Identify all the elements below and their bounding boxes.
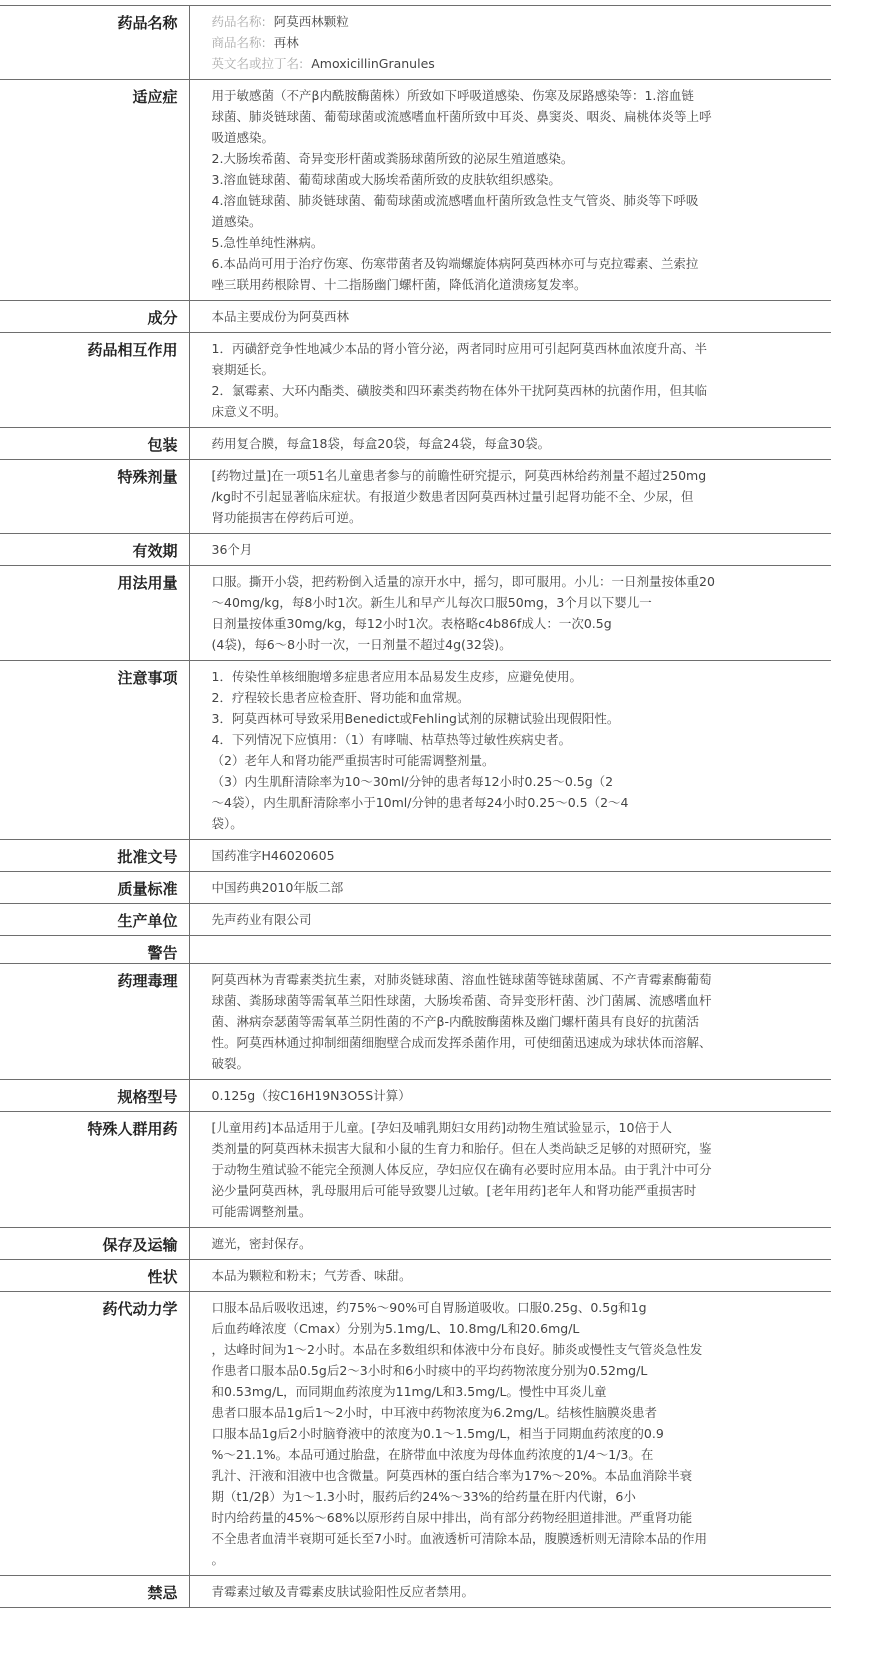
table-row xyxy=(0,872,831,904)
text-line: 1．丙磺舒竞争性地减少本品的肾小管分泌，两者同时应用可引起阿莫西林血浓度升高、半 xyxy=(211,341,707,356)
row-content xyxy=(189,1260,831,1292)
row-content xyxy=(189,301,831,333)
text-line: （2）老年人和肾功能严重损害时可能需调整剂量。 xyxy=(211,753,495,768)
drug-info-table xyxy=(0,5,831,1608)
row-content xyxy=(189,872,831,904)
row-label: 有效期 xyxy=(0,534,189,566)
row-content xyxy=(189,333,831,428)
text-line: 。 xyxy=(211,1552,225,1567)
row-content xyxy=(189,6,831,80)
name-key: 商品名称: xyxy=(211,35,266,50)
row-content xyxy=(189,1080,831,1112)
row-label: 警告 xyxy=(0,936,189,964)
row-content xyxy=(189,460,831,534)
text-line: 可能需调整剂量。 xyxy=(211,1204,312,1219)
text-line: (4袋)，每6～8小时一次，一日剂量不超过4g(32袋)。 xyxy=(211,637,512,652)
text-line: 口服。撕开小袋，把药粉倒入适量的凉开水中，摇匀，即可服用。小儿：一日剂量按体重20 xyxy=(211,574,715,589)
text-line: 用于敏感菌（不产β内酰胺酶菌株）所致如下呼吸道感染、伤寒及尿路感染等：1.溶血链 xyxy=(211,88,694,103)
table-row xyxy=(0,460,831,534)
text-line: 和0.53mg/L，而同期血药浓度为11mg/L和3.5mg/L。慢性中耳炎儿童 xyxy=(211,1384,607,1399)
text-line: 3．阿莫西林可导致采用Benedict或Fehling试剂的尿糖试验出现假阳性。 xyxy=(211,711,620,726)
text-line: 2．疗程较长患者应检查肝、肾功能和血常规。 xyxy=(211,690,470,705)
row-label: 药理毒理 xyxy=(0,964,189,1080)
name-line xyxy=(212,11,820,32)
text-line: 青霉素过敏及青霉素皮肤试验阳性反应者禁用。 xyxy=(211,1584,475,1599)
text-line: 唑三联用药根除胃、十二指肠幽门螺杆菌，降低消化道溃疡复发率。 xyxy=(211,277,587,292)
text-line: 36个月 xyxy=(211,542,253,557)
row-label: 药品名称 xyxy=(0,6,189,80)
name-line xyxy=(212,53,820,74)
text-line: 时内给药量的45%～68%以原形药自尿中排出，尚有部分药物经胆道排泄。严重肾功能 xyxy=(211,1510,693,1525)
table-row xyxy=(0,1260,831,1292)
row-content xyxy=(189,904,831,936)
text-line: 吸道感染。 xyxy=(211,130,275,145)
text-line: /kg时不引起显著临床症状。有报道少数患者因阿莫西林过量引起肾功能不全、少尿，但 xyxy=(211,489,694,504)
text-line: 0.125g（按C16H19N3O5S计算） xyxy=(211,1088,411,1103)
table-body xyxy=(0,6,831,1608)
row-label: 药品相互作用 xyxy=(0,333,189,428)
row-content xyxy=(189,1228,831,1260)
text-line: 先声药业有限公司 xyxy=(211,912,312,927)
table-row xyxy=(0,428,831,460)
text-line: 患者口服本品1g后1～2小时，中耳液中药物浓度为6.2mg/L。结核性脑膜炎患者 xyxy=(211,1405,657,1420)
text-line: 阿莫西林为青霉素类抗生素，对肺炎链球菌、溶血性链球菌等链球菌属、不产青霉素酶葡萄 xyxy=(211,972,712,987)
text-line: 床意义不明。 xyxy=(211,404,287,419)
name-value: 再林 xyxy=(273,35,299,50)
row-label: 性状 xyxy=(0,1260,189,1292)
row-content xyxy=(189,1576,831,1608)
text-line: 中国药典2010年版二部 xyxy=(211,880,344,895)
table-row xyxy=(0,936,831,964)
row-label: 药代动力学 xyxy=(0,1292,189,1576)
text-line: 期（t1/2β）为1～1.3小时，服药后约24%～33%的给药量在肝内代谢，6小 xyxy=(211,1489,636,1504)
text-line: 日剂量按体重30mg/kg，每12小时1次。表格略c4b86f成人：一次0.5g xyxy=(211,616,612,631)
row-content xyxy=(189,428,831,460)
row-content xyxy=(189,1292,831,1576)
row-label: 批准文号 xyxy=(0,840,189,872)
text-line: 球菌、肺炎链球菌、葡萄球菌或流感嗜血杆菌所致中耳炎、鼻窦炎、咽炎、扁桃体炎等上呼 xyxy=(211,109,712,124)
table-row xyxy=(0,1228,831,1260)
text-line: [儿童用药]本品适用于儿童。[孕妇及哺乳期妇女用药]动物生殖试验显示，10倍于人 xyxy=(211,1120,672,1135)
text-line: 泌少量阿莫西林，乳母服用后可能导致婴儿过敏。[老年用药]老年人和肾功能严重损害时 xyxy=(211,1183,697,1198)
row-content xyxy=(189,566,831,661)
text-line: 药用复合膜，每盒18袋，每盒20袋，每盒24袋，每盒30袋。 xyxy=(211,436,551,451)
text-line: 袋）。 xyxy=(211,816,243,831)
row-content xyxy=(189,840,831,872)
row-label: 生产单位 xyxy=(0,904,189,936)
text-line: 口服本品1g后2小时脑脊液中的浓度为0.1～1.5mg/L，相当于同期血药浓度的0.9 xyxy=(211,1426,664,1441)
row-label: 成分 xyxy=(0,301,189,333)
row-label: 禁忌 xyxy=(0,1576,189,1608)
row-content xyxy=(189,534,831,566)
name-value: 阿莫西林颗粒 xyxy=(273,14,349,29)
table-row xyxy=(0,6,831,80)
text-line: 后血药峰浓度（Cmax）分别为5.1mg/L、10.8mg/L和20.6mg/L xyxy=(211,1321,580,1336)
text-line: 2.大肠埃希菌、奇异变形杆菌或粪肠球菌所致的泌尿生殖道感染。 xyxy=(211,151,574,166)
table-row xyxy=(0,566,831,661)
table-row xyxy=(0,333,831,428)
text-line: 菌、淋病奈瑟菌等需氧革兰阴性菌的不产β-内酰胺酶菌株及幽门螺杆菌具有良好的抗菌活 xyxy=(211,1014,699,1029)
text-line: 3.溶血链球菌、葡萄球菌或大肠埃希菌所致的皮肤软组织感染。 xyxy=(211,172,561,187)
text-line: 本品主要成份为阿莫西林 xyxy=(211,309,350,324)
row-label: 保存及运输 xyxy=(0,1228,189,1260)
text-line: 破裂。 xyxy=(211,1056,250,1071)
row-content xyxy=(189,1112,831,1228)
text-line: 性。阿莫西林通过抑制细菌细胞壁合成而发挥杀菌作用，可使细菌迅速成为球状体而溶解、 xyxy=(211,1035,712,1050)
text-line: 于动物生殖试验不能完全预测人体反应，孕妇应仅在确有必要时应用本品。由于乳汁中可分 xyxy=(211,1162,712,1177)
row-label: 规格型号 xyxy=(0,1080,189,1112)
text-line: 4.溶血链球菌、肺炎链球菌、葡萄球菌或流感嗜血杆菌所致急性支气管炎、肺炎等下呼吸 xyxy=(211,193,699,208)
table-row xyxy=(0,534,831,566)
text-line: 国药准字H46020605 xyxy=(211,848,335,863)
table-row xyxy=(0,904,831,936)
row-label: 适应症 xyxy=(0,80,189,301)
text-line: 衰期延长。 xyxy=(211,362,275,377)
table-row xyxy=(0,1576,831,1608)
table-row xyxy=(0,661,831,840)
text-line: 类剂量的阿莫西林未损害大鼠和小鼠的生育力和胎仔。但在人类尚缺乏足够的对照研究，鉴 xyxy=(211,1141,712,1156)
name-key: 英文名或拉丁名: xyxy=(211,56,304,71)
text-line: 肾功能损害在停药后可逆。 xyxy=(211,510,362,525)
row-content xyxy=(189,936,831,964)
row-label: 注意事项 xyxy=(0,661,189,840)
row-label: 特殊剂量 xyxy=(0,460,189,534)
text-line: ～40mg/kg，每8小时1次。新生儿和早产儿每次口服50mg，3个月以下婴儿一 xyxy=(211,595,652,610)
text-line: ，达峰时间为1～2小时。本品在多数组织和体液中分布良好。肺炎或慢性支气管炎急性发 xyxy=(211,1342,703,1357)
text-line: 球菌、粪肠球菌等需氧革兰阳性球菌，大肠埃希菌、奇异变形杆菌、沙门菌属、流感嗜血杆 xyxy=(211,993,712,1008)
row-label: 用法用量 xyxy=(0,566,189,661)
text-line: 5.急性单纯性淋病。 xyxy=(211,235,324,250)
table-row xyxy=(0,840,831,872)
text-line: 4．下列情况下应慎用：（1）有哮喘、枯草热等过敏性疾病史者。 xyxy=(211,732,572,747)
table-row xyxy=(0,80,831,301)
text-line: 乳汁、汗液和泪液中也含微量。阿莫西林的蛋白结合率为17%～20%。本品血消除半衰 xyxy=(211,1468,693,1483)
text-line: （3）内生肌酐清除率为10～30ml/分钟的患者每12小时0.25～0.5g（2 xyxy=(211,774,614,789)
row-label: 质量标准 xyxy=(0,872,189,904)
table-row xyxy=(0,301,831,333)
text-line: ～4袋），内生肌酐清除率小于10ml/分钟的患者每24小时0.25～0.5（2～4 xyxy=(211,795,629,810)
row-content xyxy=(189,964,831,1080)
row-content xyxy=(189,661,831,840)
name-line xyxy=(212,32,820,53)
text-line: [药物过量]在一项51名儿童患者参与的前瞻性研究提示，阿莫西林给药剂量不超过250mg xyxy=(211,468,707,483)
text-line: 2．氯霉素、大环内酯类、磺胺类和四环素类药物在体外干扰阿莫西林的抗菌作用，但其临 xyxy=(211,383,707,398)
row-label: 特殊人群用药 xyxy=(0,1112,189,1228)
text-line: 道感染。 xyxy=(211,214,262,229)
text-line: 1．传染性单核细胞增多症患者应用本品易发生皮疹，应避免使用。 xyxy=(211,669,582,684)
row-content xyxy=(189,80,831,301)
text-line: %～21.1%。本品可通过胎盘，在脐带血中浓度为母体血药浓度的1/4～1/3。在 xyxy=(211,1447,654,1462)
table-row xyxy=(0,1112,831,1228)
name-key: 药品名称: xyxy=(211,14,266,29)
table-row xyxy=(0,1080,831,1112)
text-line: 不全患者血清半衰期可延长至7小时。血液透析可清除本品，腹膜透析则无清除本品的作用 xyxy=(211,1531,707,1546)
text-line: 6.本品尚可用于治疗伤寒、伤寒带菌者及钩端螺旋体病阿莫西林亦可与克拉霉素、兰索拉 xyxy=(211,256,699,271)
text-line: 口服本品后吸收迅速，约75%～90%可自胃肠道吸收。口服0.25g、0.5g和1g xyxy=(211,1300,647,1315)
text-line: 本品为颗粒和粉末；气芳香、味甜。 xyxy=(211,1268,412,1283)
table-row xyxy=(0,964,831,1080)
row-label: 包装 xyxy=(0,428,189,460)
name-value: AmoxicillinGranules xyxy=(311,56,435,71)
table-row xyxy=(0,1292,831,1576)
text-line: 遮光，密封保存。 xyxy=(211,1236,312,1251)
text-line: 作患者口服本品0.5g后2～3小时和6小时痰中的平均药物浓度分别为0.52mg/L xyxy=(211,1363,648,1378)
